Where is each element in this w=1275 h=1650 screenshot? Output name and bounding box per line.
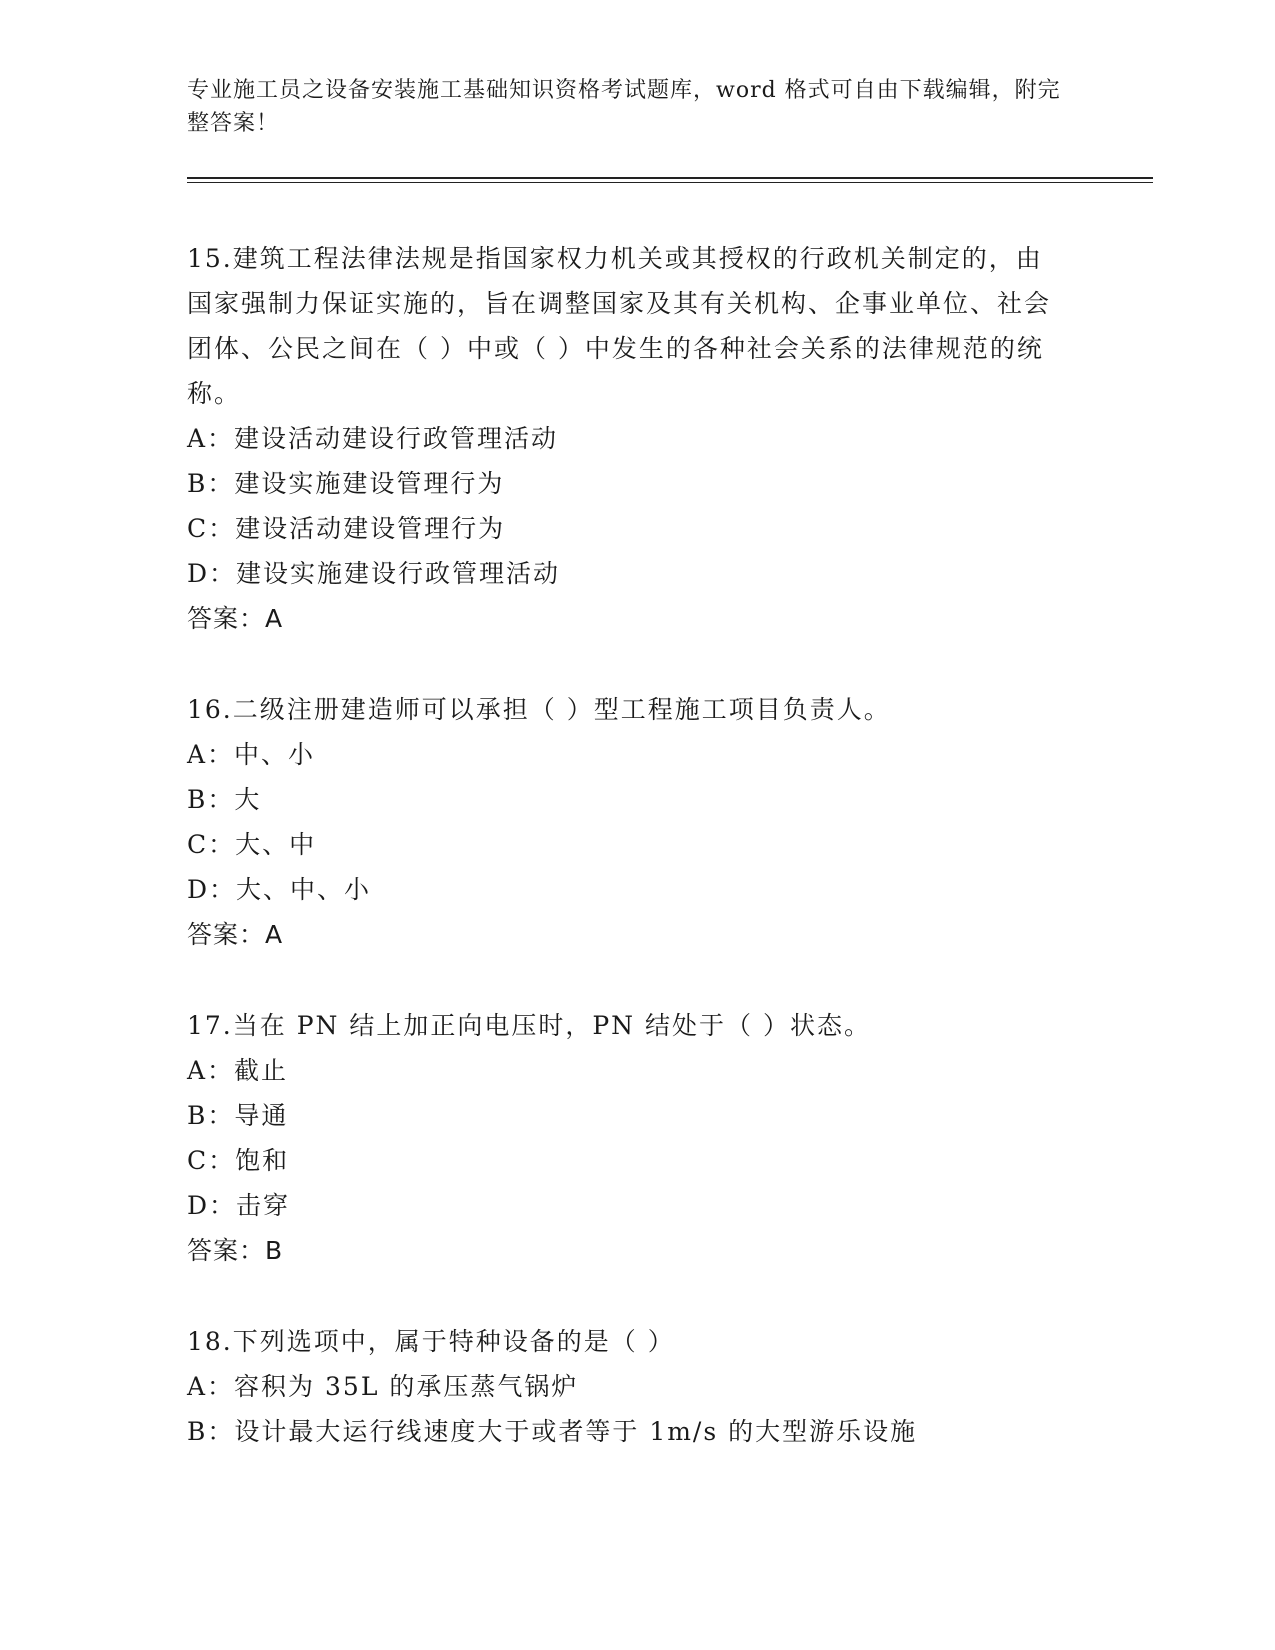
option-b: B：设计最大运行线速度大于或者等于 1m/s 的大型游乐设施: [187, 1417, 918, 1446]
option-a: A：容积为 35L 的承压蒸气锅炉: [187, 1372, 579, 1401]
answer: 答案：B: [187, 1236, 284, 1265]
question-list: [187, 236, 1067, 1500]
option-a: A：建设活动建设行政管理活动: [187, 424, 559, 453]
option-d: D：建设实施建设行政管理活动: [187, 559, 561, 588]
option-c: C：大、中: [187, 830, 317, 859]
option-a: A：截止: [187, 1056, 289, 1085]
header-rule-thin: [187, 182, 1153, 183]
document-header: 专业施工员之设备安装施工基础知识资格考试题库，word 格式可自由下载编辑，附完整答案！: [187, 78, 1061, 136]
option-b: B：建设实施建设管理行为: [187, 469, 505, 498]
option-d: D：大、中、小: [187, 875, 372, 904]
answer: 答案：A: [187, 604, 284, 633]
question-15: [187, 236, 1067, 641]
header-rule-thick: [187, 177, 1153, 179]
question-text: 16.二级注册建造师可以承担（ ）型工程施工项目负责人。: [187, 695, 891, 724]
question-text: 18.下列选项中，属于特种设备的是（ ）: [187, 1327, 675, 1356]
question-16: [187, 687, 1067, 957]
option-c: C：饱和: [187, 1146, 290, 1175]
question-text: 17.当在 PN 结上加正向电压时，PN 结处于（ ）状态。: [187, 1011, 871, 1040]
question-17: [187, 1003, 1067, 1273]
option-d: D：击穿: [187, 1191, 291, 1220]
question-18: [187, 1319, 1067, 1454]
answer: 答案：A: [187, 920, 284, 949]
option-b: B：导通: [187, 1101, 289, 1130]
option-b: B：大: [187, 785, 262, 814]
option-a: A：中、小: [187, 740, 316, 769]
option-c: C：建设活动建设管理行为: [187, 514, 506, 543]
question-text: 15.建筑工程法律法规是指国家权力机关或其授权的行政机关制定的，由国家强制力保证实施的，旨在调整国家及其有关机构、企事业单位、社会团体、公民之间在（ ）中或（ ）中发生的各种社会关系的法律规范的统称。: [187, 244, 1052, 408]
